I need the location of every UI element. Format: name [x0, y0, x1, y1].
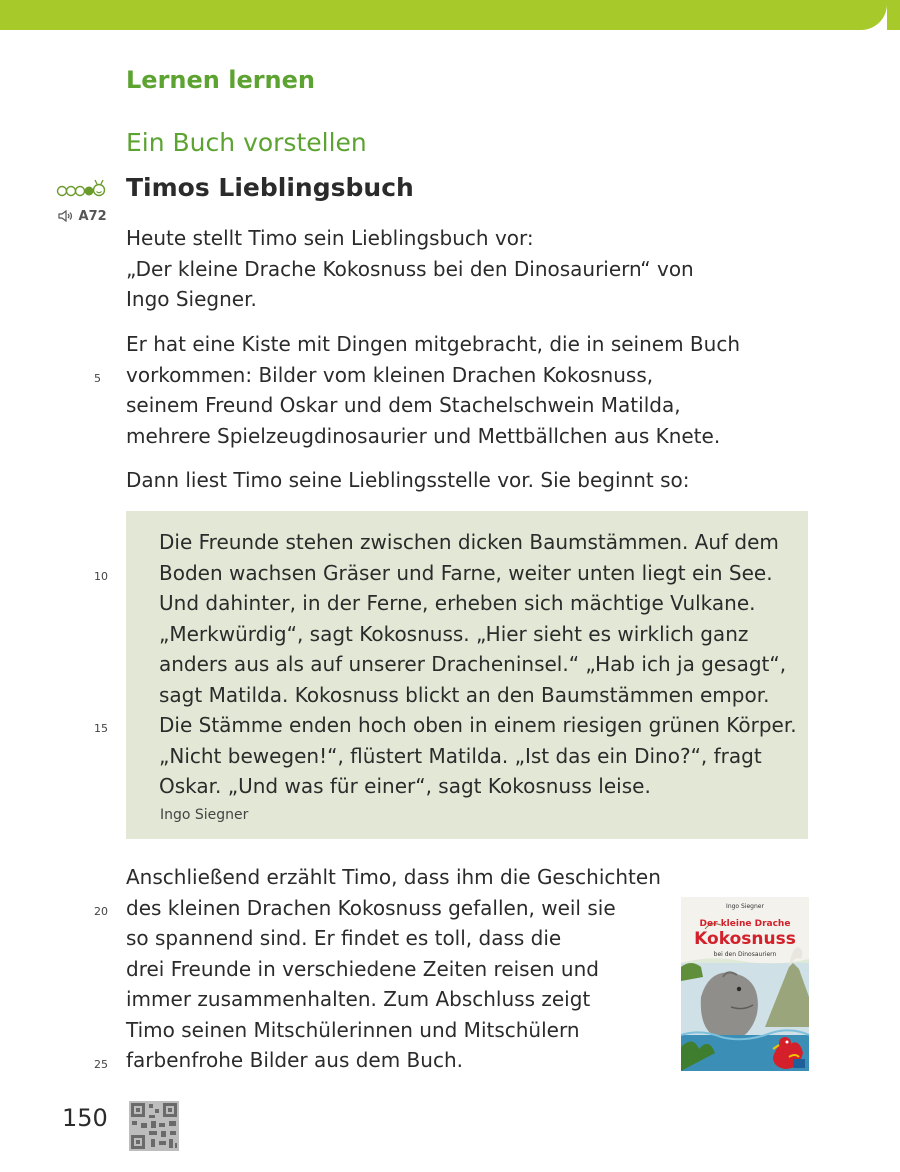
speaker-icon	[58, 210, 74, 222]
text-line: farbenfrohe Bilder aus dem Buch.	[126, 1048, 463, 1072]
qr-code-icon[interactable]	[129, 1101, 179, 1151]
difficulty-caterpillar-icon	[56, 179, 108, 199]
text-line: Anschließend erzählt Timo, dass ihm die Geschichten	[126, 865, 661, 889]
line-number: 25	[94, 1058, 108, 1071]
quote-line: anders aus als auf unserer Dracheninsel.“ „Hab ich ja gesagt“,	[159, 652, 787, 676]
text-line: drei Freunde in verschiedene Zeiten reisen und	[126, 956, 599, 981]
top-accent-bar-edge	[887, 0, 900, 30]
cover-title-line2: Kokosnuss	[694, 929, 796, 949]
audio-code: A72	[78, 209, 107, 224]
text-line: Timo seinen Mitschülerinnen und Mitschülern	[126, 1017, 580, 1042]
box-paragraph	[126, 329, 740, 451]
reading-intro-paragraph	[126, 465, 690, 496]
quote-line: Oskar. „Und was für einer“, sagt Kokosnuss leise.	[159, 774, 651, 798]
book-excerpt	[159, 527, 797, 802]
quote-line: „Nicht bewegen!“, flüstert Matilda. „Ist das ein Dino?“, fragt	[159, 743, 762, 768]
text-line: „Der kleine Drache Kokosnuss bei den Dinosauriern“ von	[126, 256, 694, 281]
quote-line: Die Freunde stehen zwischen dicken Baumstämmen. Auf dem	[159, 530, 779, 554]
subsection-title: Ein Buch vorstellen	[126, 128, 367, 157]
section-title: Lernen lernen	[126, 66, 315, 94]
cover-title-line1: Der kleine Drache	[699, 919, 791, 929]
line-number: 10	[94, 570, 108, 583]
quote-line: Und dahinter, in der Ferne, erheben sich mächtige Vulkane.	[159, 591, 756, 615]
audio-reference[interactable]	[58, 209, 107, 224]
text-line: Ingo Siegner.	[126, 287, 257, 311]
text-line: seinem Freund Oskar und dem Stachelschwein Matilda,	[126, 393, 681, 417]
text-line: vorkommen: Bilder vom kleinen Drachen Kokosnuss,	[126, 362, 654, 387]
text-line: Dann liest Timo seine Lieblingsstelle vor. Sie beginnt so:	[126, 468, 690, 492]
text-line: so spannend sind. Er findet es toll, dass die	[126, 926, 562, 950]
page-title: Timos Lieblingsbuch	[126, 173, 414, 202]
intro-paragraph	[126, 223, 694, 315]
text-line: immer zusammenhalten. Zum Abschluss zeigt	[126, 987, 591, 1011]
quote-line: sagt Matilda. Kokosnuss blickt an den Baumstämmen empor.	[159, 682, 770, 707]
quote-line: Boden wachsen Gräser und Farne, weiter unten liegt ein See.	[159, 560, 773, 585]
text-line: Heute stellt Timo sein Lieblingsbuch vor:	[126, 226, 534, 250]
quote-author: Ingo Siegner	[160, 807, 249, 823]
quote-line: Die Stämme enden hoch oben in einem riesigen grünen Körper.	[159, 713, 797, 737]
text-line: mehrere Spielzeugdinosaurier und Mettbällchen aus Knete.	[126, 423, 721, 448]
text-line: des kleinen Drachen Kokosnuss gefallen, weil sie	[126, 895, 616, 920]
line-number: 5	[94, 372, 101, 385]
line-number: 20	[94, 905, 108, 918]
closing-paragraph	[126, 862, 661, 1076]
quote-line: „Merkwürdig“, sagt Kokosnuss. „Hier sieht es wirklich ganz	[159, 621, 749, 646]
cover-title-line3: bei den Dinosauriern	[713, 951, 777, 958]
text-line: Er hat eine Kiste mit Dingen mitgebracht, die in seinem Buch	[126, 332, 741, 356]
cover-author: Ingo Siegner	[726, 903, 764, 910]
line-number: 15	[94, 722, 108, 735]
book-cover-image	[681, 897, 809, 1071]
top-accent-bar	[0, 0, 887, 30]
page-number: 150	[62, 1104, 108, 1132]
